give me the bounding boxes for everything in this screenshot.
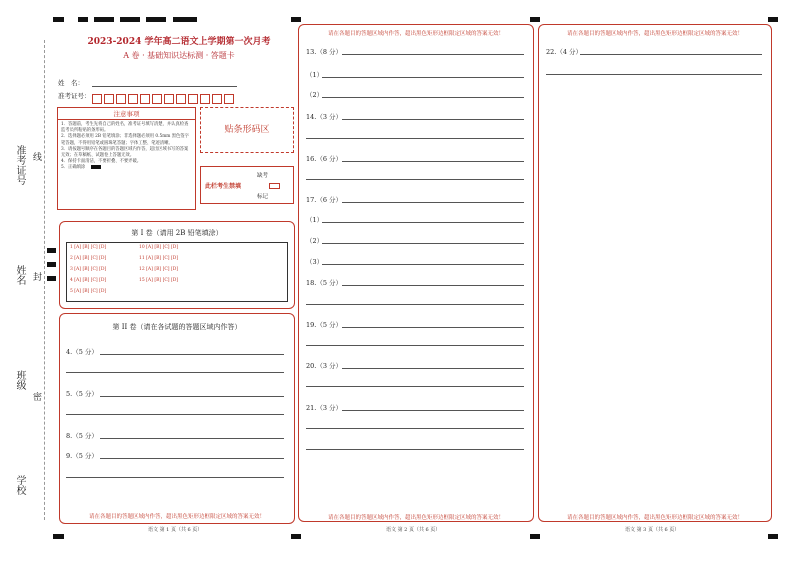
sidebar-seal-seal: 封 xyxy=(31,272,41,281)
registration-mark xyxy=(173,17,197,22)
region-note: 请在各题目的答题区域内作答，超出黑色矩形边框限定区域的答案无效！ xyxy=(327,515,504,521)
registration-mark xyxy=(291,17,301,22)
q17-3-label: （3） xyxy=(306,258,324,266)
answer-line[interactable] xyxy=(306,428,524,429)
section2-box xyxy=(59,313,295,524)
exam-no-cell[interactable] xyxy=(140,94,150,104)
q8-label: 8.（5 分） xyxy=(66,432,98,440)
notice-item: 4．保持卡面清洁，不要折叠、不要弄破。 xyxy=(61,159,142,165)
registration-mark xyxy=(291,534,301,539)
absent-box xyxy=(200,166,294,204)
footer-page-2: 语文 第 2 页（共 6 页） xyxy=(386,527,441,533)
answer-line[interactable] xyxy=(306,304,524,305)
choice-row[interactable]: 2 [A] [B] [C] [D] xyxy=(70,256,107,261)
registration-mark xyxy=(53,534,64,539)
answer-line[interactable] xyxy=(100,438,284,439)
exam-no-label: 准考证号： xyxy=(58,92,91,100)
answer-line[interactable] xyxy=(100,458,284,459)
exam-no-cell[interactable] xyxy=(176,94,186,104)
registration-mark xyxy=(530,17,540,22)
answer-line[interactable] xyxy=(546,74,762,75)
q13-1-label: （1） xyxy=(306,71,324,79)
choice-row[interactable]: 1 [A] [B] [C] [D] xyxy=(70,245,107,250)
q13-label: 13.（8 分） xyxy=(306,48,343,56)
notice-item: 5．正确填涂 xyxy=(61,165,86,171)
q18-label: 18.（5 分） xyxy=(306,279,343,287)
sidebar-school: 学校 xyxy=(14,475,25,495)
exam-no-cell[interactable] xyxy=(104,94,114,104)
answer-line[interactable] xyxy=(342,327,524,328)
name-field[interactable] xyxy=(92,86,237,87)
notice-box xyxy=(57,107,196,210)
answer-line[interactable] xyxy=(66,477,284,478)
notice-item: 3．请按题号顺序在各题目的答题区域内作答，超出区域书写的答案无效；在草稿纸、试题卷上答题无效。 xyxy=(61,146,189,159)
registration-mark xyxy=(47,248,56,253)
barcode-area xyxy=(200,107,294,153)
answer-line[interactable] xyxy=(580,54,762,55)
exam-no-cell[interactable] xyxy=(224,94,234,104)
q20-label: 20.（3 分） xyxy=(306,362,343,370)
registration-mark xyxy=(120,17,140,22)
binding-line xyxy=(44,40,45,520)
answer-line[interactable] xyxy=(100,354,284,355)
section1-box xyxy=(59,221,295,309)
page3-box xyxy=(538,24,772,522)
q9-label: 9.（5 分） xyxy=(66,452,98,460)
notice-title: 注意事项 xyxy=(58,108,195,120)
answer-line[interactable] xyxy=(306,345,524,346)
answer-line[interactable] xyxy=(322,97,524,98)
exam-no-cell[interactable] xyxy=(164,94,174,104)
answer-line[interactable] xyxy=(322,264,524,265)
answer-line[interactable] xyxy=(306,138,524,139)
q19-label: 19.（5 分） xyxy=(306,321,343,329)
registration-mark xyxy=(768,17,778,22)
absent-right-top: 缺考 xyxy=(257,173,269,179)
registration-mark xyxy=(47,276,56,281)
page-subtitle: A 卷 · 基础知识达标测 · 答题卡 xyxy=(123,51,235,60)
exam-no-cell[interactable] xyxy=(92,94,102,104)
absent-label: 此栏考生禁填 xyxy=(205,183,242,190)
exam-no-boxes[interactable] xyxy=(92,89,236,108)
q4-label: 4.（5 分） xyxy=(66,348,98,356)
absent-right-bottom: 标记 xyxy=(257,194,269,200)
registration-mark xyxy=(94,17,114,22)
answer-line[interactable] xyxy=(342,161,524,162)
choice-row[interactable]: 11 [A] [B] [C] [D] xyxy=(139,256,179,261)
answer-line[interactable] xyxy=(342,368,524,369)
answer-line[interactable] xyxy=(66,414,284,415)
q13-2-label: （2） xyxy=(306,91,324,99)
answer-line[interactable] xyxy=(100,396,284,397)
choice-row[interactable]: 10 [A] [B] [C] [D] xyxy=(139,245,179,250)
page2-box xyxy=(298,24,534,522)
sidebar-class: 班级 xyxy=(14,370,25,390)
exam-no-cell[interactable] xyxy=(188,94,198,104)
choice-row[interactable]: 4 [A] [B] [C] [D] xyxy=(70,278,107,283)
q21-label: 21.（3 分） xyxy=(306,404,343,412)
section1-title: 第 I 卷（请用 2B 铅笔填涂） xyxy=(131,229,223,237)
answer-line[interactable] xyxy=(306,179,524,180)
answer-line[interactable] xyxy=(322,77,524,78)
page-title: 2023-2024 学年高二语文上学期第一次月考 xyxy=(87,37,271,47)
barcode-label: 贴条形码区 xyxy=(224,125,270,135)
exam-no-cell[interactable] xyxy=(212,94,222,104)
footer-page-1: 语文 第 1 页（共 6 页） xyxy=(148,527,203,533)
filled-example-icon xyxy=(91,165,101,169)
exam-no-cell[interactable] xyxy=(152,94,162,104)
choice-row[interactable]: 5 [A] [B] [C] [D] xyxy=(70,289,107,294)
q17-1-label: （1） xyxy=(306,216,324,224)
q17-2-label: （2） xyxy=(306,237,324,245)
q14-label: 14.（3 分） xyxy=(306,113,343,121)
notice-item: 2．选择题必须用 2B 铅笔填涂；非选择题必须用 0.5mm 黑色签字笔答题，不得用铅笔或圆珠笔答题；字体工整、笔迹清晰。 xyxy=(61,134,189,146)
registration-mark xyxy=(53,17,64,22)
sidebar-seal-line: 线 xyxy=(31,152,41,161)
answer-line[interactable] xyxy=(342,285,524,286)
answer-line[interactable] xyxy=(322,243,524,244)
answer-line[interactable] xyxy=(322,222,524,223)
footer-page-3: 语文 第 3 页（共 6 页） xyxy=(625,527,680,533)
registration-mark xyxy=(47,262,56,267)
name-label: 姓 名： xyxy=(58,79,84,87)
registration-mark xyxy=(78,17,88,22)
sidebar-exam-no: 准考证号 xyxy=(14,145,25,185)
answer-line[interactable] xyxy=(306,386,524,387)
exam-no-cell[interactable] xyxy=(200,94,210,104)
answer-line[interactable] xyxy=(306,449,524,450)
sidebar-name: 姓名 xyxy=(14,265,25,285)
answer-line[interactable] xyxy=(342,54,524,55)
registration-mark xyxy=(768,534,778,539)
registration-mark xyxy=(146,17,166,22)
answer-line[interactable] xyxy=(342,202,524,203)
answer-line[interactable] xyxy=(342,119,524,120)
region-note: 请在各题目的答题区域内作答，超出黑色矩形边框限定区域的答案无效！ xyxy=(566,515,743,521)
q22-label: 22.（4 分） xyxy=(546,48,583,56)
exam-no-cell[interactable] xyxy=(128,94,138,104)
answer-line[interactable] xyxy=(342,410,524,411)
q17-label: 17.（6 分） xyxy=(306,196,343,204)
registration-mark xyxy=(530,534,540,539)
q5-label: 5.（5 分） xyxy=(66,390,98,398)
choice-row[interactable]: 3 [A] [B] [C] [D] xyxy=(70,267,107,272)
sidebar-seal-dense: 密 xyxy=(31,392,41,401)
region-note: 请在各题目的答题区域内作答，超出黑色矩形边框限定区域的答案无效！ xyxy=(566,31,743,37)
choice-row[interactable]: 15 [A] [B] [C] [D] xyxy=(139,278,179,283)
exam-no-cell[interactable] xyxy=(116,94,126,104)
q16-label: 16.（6 分） xyxy=(306,155,343,163)
region-note: 请在各题目的答题区域内作答，超出黑色矩形边框限定区域的答案无效！ xyxy=(327,31,504,37)
choice-row[interactable]: 12 [A] [B] [C] [D] xyxy=(139,267,179,272)
absent-checkbox[interactable] xyxy=(269,183,280,189)
answer-line[interactable] xyxy=(66,372,284,373)
section2-title: 第 II 卷（请在各试题的答题区域内作答） xyxy=(112,323,242,331)
region-note: 请在各题目的答题区域内作答，超出黑色矩形边框限定区域的答案无效！ xyxy=(88,514,265,520)
notice-item: 1．答题前，考生先将自己的姓名，准考证号填写清楚，并认真检查监考员所粘贴的条形码。 xyxy=(61,122,189,134)
